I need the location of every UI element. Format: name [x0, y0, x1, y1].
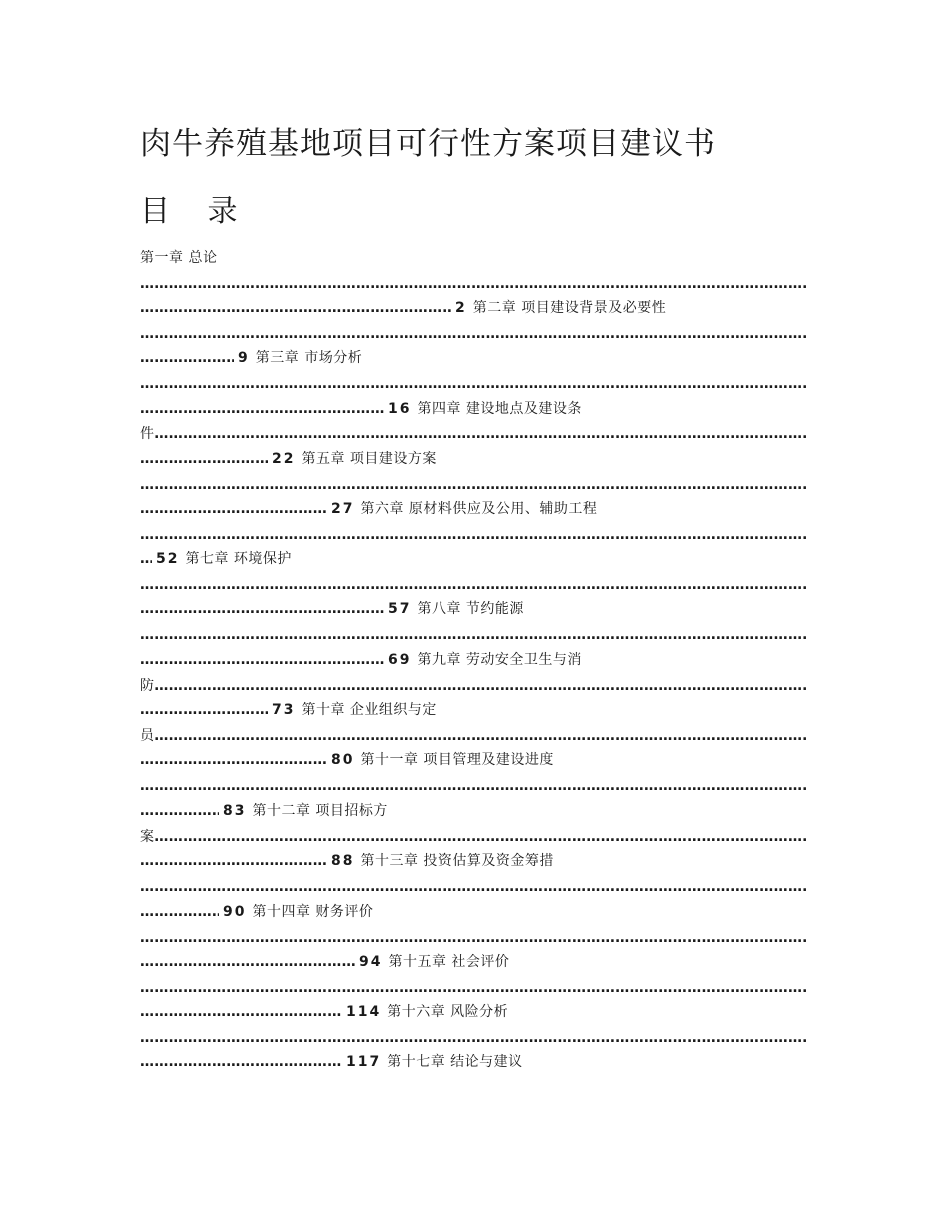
toc-dot-leader	[140, 475, 806, 495]
toc-page-number: 90	[223, 904, 247, 920]
toc-entry	[140, 902, 806, 922]
toc-wrap-text: 案	[140, 829, 154, 845]
toc-chapter-label: 第十四章 财务评价	[252, 904, 374, 920]
toc-entry	[140, 399, 806, 419]
toc-page-number: 80	[331, 752, 355, 768]
toc-entry	[140, 650, 806, 670]
toc-entry	[140, 952, 806, 972]
toc-dot-leader	[140, 625, 806, 645]
toc-page-number: 16	[388, 401, 412, 417]
toc-page-number: 57	[388, 601, 412, 617]
toc-chapter-label: 第五章 项目建设方案	[301, 451, 437, 467]
toc-heading: 目 录	[140, 194, 252, 229]
toc-chapter-label: 第四章 建设地点及建设条	[417, 401, 582, 417]
document-title: 肉牛养殖基地项目可行性方案项目建议书	[140, 126, 716, 162]
toc-chapter-label: 第十六章 风险分析	[387, 1004, 509, 1020]
toc-dot-leader	[140, 575, 806, 595]
toc-dot-leader	[140, 324, 806, 344]
toc-chapter-label: 第二章 项目建设背景及必要性	[472, 300, 667, 316]
toc-dot-leader	[140, 525, 806, 545]
toc-page-number: 88	[331, 853, 355, 869]
toc-entry	[140, 750, 806, 770]
toc-entry-wrap	[140, 676, 806, 696]
toc-chapter-label: 第十三章 投资估算及资金筹措	[360, 853, 554, 869]
toc-chapter-label: 第一章 总论	[140, 250, 218, 266]
toc-chapter-label: 第三章 市场分析	[255, 350, 363, 366]
toc-page-number: 9	[238, 350, 250, 366]
toc-chapter-label: 第十一章 项目管理及建设进度	[360, 752, 554, 768]
toc-page-number: 83	[223, 803, 247, 819]
toc-entry	[140, 801, 806, 821]
toc-wrap-text: 员	[140, 728, 154, 744]
toc-chapter-label: 第七章 环境保护	[185, 551, 292, 567]
toc-entry-wrap	[140, 726, 806, 746]
toc-dot-leader	[140, 776, 806, 796]
toc-page-number: 73	[272, 702, 296, 718]
toc-chapter-1	[140, 248, 806, 268]
toc-entry	[140, 1002, 806, 1022]
toc-entry	[140, 298, 806, 318]
toc-page-number: 117	[346, 1054, 382, 1070]
toc-dot-leader	[140, 374, 806, 394]
toc-entry	[140, 549, 806, 569]
toc-entry	[140, 700, 806, 720]
toc-entry-wrap	[140, 827, 806, 847]
toc-page-number: 94	[359, 954, 383, 970]
toc-dot-leader	[140, 1028, 806, 1048]
toc-page-number: 2	[455, 300, 467, 316]
toc-chapter-label: 第十五章 社会评价	[388, 954, 510, 970]
toc-dot-leader	[140, 877, 806, 897]
toc-entry	[140, 1052, 806, 1072]
toc-chapter-label: 第十章 企业组织与定	[301, 702, 437, 718]
toc-chapter-label: 第六章 原材料供应及公用、辅助工程	[360, 501, 598, 517]
toc-page-number: 114	[346, 1004, 382, 1020]
toc-entry	[140, 449, 806, 469]
toc-entry	[140, 851, 806, 871]
toc-chapter-label: 第八章 节约能源	[417, 601, 524, 617]
toc-dot-leader	[140, 928, 806, 948]
toc-chapter-label: 第九章 劳动安全卫生与消	[417, 652, 582, 668]
toc-entry-wrap	[140, 424, 806, 444]
toc-page-number: 52	[156, 551, 180, 567]
toc-wrap-text: 件	[140, 426, 154, 442]
toc-wrap-text: 防	[140, 678, 154, 694]
toc-entry	[140, 499, 806, 519]
toc-dot-leader	[140, 978, 806, 998]
toc-entry	[140, 599, 806, 619]
toc-chapter-label: 第十二章 项目招标方	[252, 803, 388, 819]
toc-chapter-label: 第十七章 结论与建议	[387, 1054, 523, 1070]
toc-dot-leader	[140, 274, 806, 294]
toc-entry	[140, 348, 806, 368]
toc-page-number: 22	[272, 451, 296, 467]
toc-page-number: 69	[388, 652, 412, 668]
toc-page-number: 27	[331, 501, 355, 517]
